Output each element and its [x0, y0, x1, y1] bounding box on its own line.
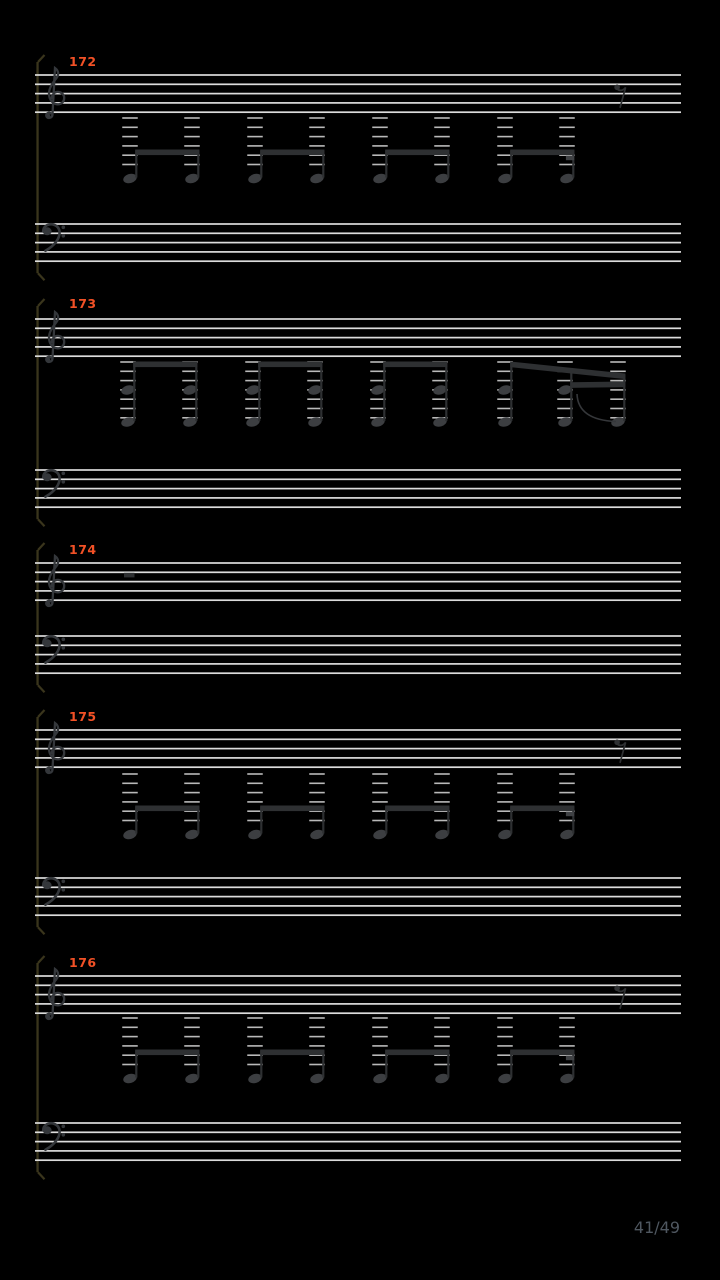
ledger-line — [559, 136, 575, 138]
ledger-line — [122, 1036, 138, 1038]
ledger-line — [372, 1045, 388, 1047]
system-measure-176[interactable] — [35, 956, 681, 1179]
ledger-line — [497, 145, 513, 147]
ledger-line — [434, 145, 450, 147]
beam-group — [510, 806, 574, 834]
ledger-line — [434, 1027, 450, 1029]
staff-line — [35, 318, 681, 320]
ledger-line — [434, 783, 450, 785]
staff-line — [35, 599, 681, 601]
beam — [510, 150, 574, 156]
staff-line — [35, 337, 681, 339]
ledger-line — [434, 1017, 450, 1019]
ledger-line — [247, 773, 263, 775]
staff-line — [35, 748, 681, 750]
beam — [510, 362, 625, 380]
bracket-bottom-tip — [38, 273, 45, 280]
treble-clef-dot — [46, 358, 50, 362]
staff-line — [35, 914, 681, 916]
ledger-line — [434, 1036, 450, 1038]
stem — [133, 363, 135, 422]
ledger-line — [372, 773, 388, 775]
slur — [577, 394, 616, 422]
ledger-line — [247, 801, 263, 803]
ledger-line — [184, 1036, 200, 1038]
bass-clef-dot — [62, 234, 66, 238]
ledger-line — [184, 117, 200, 119]
staff-line — [35, 232, 681, 234]
ledger-line — [247, 1045, 263, 1047]
bracket-bottom-tip — [38, 1172, 45, 1179]
staff-line — [35, 1131, 681, 1133]
bracket-bottom-tip — [38, 519, 45, 526]
staff-line — [35, 1003, 681, 1005]
bass-clef-dot — [62, 646, 66, 650]
staff-line — [35, 74, 681, 76]
bass-clef-dot — [62, 1125, 66, 1129]
bass-clef-dot — [62, 480, 66, 484]
measure-number-172: 172 — [69, 54, 97, 69]
ledger-line — [434, 773, 450, 775]
beam-group — [135, 806, 199, 834]
stem — [320, 363, 322, 422]
bass-staff — [35, 223, 681, 262]
staff-line — [35, 635, 681, 637]
ledger-line — [434, 127, 450, 129]
whole-rest-icon — [124, 573, 135, 578]
bass-clef-dot — [62, 638, 66, 642]
bass-staff — [35, 635, 681, 674]
staff-line — [35, 506, 681, 508]
page-indicator: 41/49 — [633, 1218, 680, 1237]
staff-line — [35, 729, 681, 731]
beam — [260, 150, 324, 156]
measure-number-174: 174 — [69, 542, 97, 557]
bass-staff — [35, 1122, 681, 1161]
rest-tail — [617, 742, 626, 762]
beam — [385, 150, 449, 156]
rest-tail — [617, 988, 626, 1008]
measure-number-176: 176 — [69, 955, 97, 970]
beam — [510, 1050, 574, 1056]
bracket-top-tip — [38, 55, 45, 62]
bracket-bottom-tip — [38, 927, 45, 934]
staff-line — [35, 497, 681, 499]
ledger-line — [559, 145, 575, 147]
ledger-line — [122, 145, 138, 147]
staff-line — [35, 905, 681, 907]
ledger-line — [610, 361, 626, 363]
ledger-line — [372, 1027, 388, 1029]
bass-clef-dot — [62, 472, 66, 476]
beam — [383, 362, 447, 368]
bracket-top-tip — [38, 543, 45, 550]
ledger-line — [122, 773, 138, 775]
ledger-line — [309, 136, 325, 138]
ledger-line — [247, 1017, 263, 1019]
ledger-line — [557, 361, 573, 363]
ledger-line — [497, 1027, 513, 1029]
beam-group — [385, 806, 449, 834]
staff-line — [35, 757, 681, 759]
ledger-line — [559, 1045, 575, 1047]
ledger-line — [184, 127, 200, 129]
eighth-rest-icon — [614, 85, 625, 108]
ledger-line — [497, 136, 513, 138]
ledger-line — [247, 783, 263, 785]
beam-group — [260, 1050, 324, 1078]
ledger-line — [559, 801, 575, 803]
ledger-line — [497, 1036, 513, 1038]
bass-clef-icon — [43, 1123, 65, 1150]
measure-number-175: 175 — [69, 709, 97, 724]
ledger-line — [184, 1017, 200, 1019]
ledger-line — [122, 792, 138, 794]
staff-line — [35, 1122, 681, 1124]
beam — [135, 806, 199, 812]
ledger-line — [372, 792, 388, 794]
ledger-line — [372, 136, 388, 138]
staff-line — [35, 581, 681, 583]
ledger-line — [247, 127, 263, 129]
system-bracket — [36, 956, 44, 1179]
ledger-line — [309, 1017, 325, 1019]
stem — [570, 369, 572, 421]
treble-staff — [35, 729, 681, 768]
treble-clef-dot — [46, 1015, 50, 1019]
ledger-line — [184, 1045, 200, 1047]
ledger-line — [122, 117, 138, 119]
ledger-line — [184, 792, 200, 794]
staff-line — [35, 984, 681, 986]
beam — [385, 1050, 449, 1056]
treble-clef-dot — [46, 114, 50, 118]
staff-line — [35, 877, 681, 879]
bracket-top-tip — [38, 299, 45, 306]
beam-group — [260, 150, 324, 178]
staff-line — [35, 1012, 681, 1014]
ledger-line — [122, 1017, 138, 1019]
staff-line — [35, 738, 681, 740]
treble-staff — [35, 318, 681, 357]
beam-group — [260, 806, 324, 834]
ledger-line — [559, 127, 575, 129]
bass-clef-icon — [43, 636, 65, 663]
ledger-line — [184, 136, 200, 138]
sixteenth-stub — [566, 156, 574, 160]
beam-group — [135, 150, 199, 178]
bass-staff — [35, 877, 681, 916]
stem — [623, 375, 625, 422]
staff-line — [35, 896, 681, 898]
staff-line — [35, 562, 681, 564]
ledger-line — [434, 117, 450, 119]
staff-line — [35, 327, 681, 329]
bass-clef-icon — [43, 224, 65, 251]
ledger-line — [610, 371, 626, 373]
treble-clef-dot — [46, 602, 50, 606]
ledger-line — [184, 801, 200, 803]
ledger-line — [497, 1017, 513, 1019]
bass-clef-dot — [62, 1133, 66, 1137]
beam-group — [385, 150, 449, 178]
treble-staff — [35, 562, 681, 601]
staff-line — [35, 590, 681, 592]
beam-group — [135, 1050, 199, 1078]
ledger-line — [184, 773, 200, 775]
beam — [260, 806, 324, 812]
staff-line — [35, 478, 681, 480]
staff-line — [35, 886, 681, 888]
ledger-line — [434, 136, 450, 138]
second-beam — [570, 382, 625, 388]
rest-tail — [617, 87, 626, 107]
staff-line — [35, 260, 681, 262]
ledger-line — [122, 1027, 138, 1029]
ledger-line — [497, 801, 513, 803]
sixteenth-stub — [566, 812, 574, 816]
beam — [260, 1050, 324, 1056]
ledger-line — [184, 1027, 200, 1029]
ledger-line — [247, 136, 263, 138]
ledger-line — [247, 1036, 263, 1038]
ledger-line — [122, 1045, 138, 1047]
ledger-line — [309, 145, 325, 147]
staff-line — [35, 975, 681, 977]
system-bracket — [36, 55, 44, 280]
bracket-top-tip — [38, 710, 45, 717]
staff-line — [35, 488, 681, 490]
staff-line — [35, 663, 681, 665]
ledger-line — [247, 145, 263, 147]
bracket-top-tip — [38, 956, 45, 963]
ledger-line — [309, 792, 325, 794]
beam — [133, 362, 197, 368]
ledger-line — [372, 145, 388, 147]
beam — [135, 150, 199, 156]
staff-line — [35, 223, 681, 225]
ledger-line — [372, 1017, 388, 1019]
ledger-line — [497, 1045, 513, 1047]
staff-line — [35, 1150, 681, 1152]
ledger-line — [559, 117, 575, 119]
ledger-line — [122, 801, 138, 803]
ledger-line — [309, 1027, 325, 1029]
ledger-line — [434, 792, 450, 794]
stem — [445, 363, 447, 422]
system-bracket — [36, 543, 44, 692]
ledger-line — [122, 783, 138, 785]
staff-line — [35, 1141, 681, 1143]
ledger-line — [559, 783, 575, 785]
bracket-bar — [36, 550, 38, 685]
beam — [510, 806, 574, 812]
staff-line — [35, 766, 681, 768]
system-measure-172[interactable] — [35, 55, 681, 280]
beam — [385, 806, 449, 812]
ledger-line — [372, 801, 388, 803]
ledger-line — [434, 1045, 450, 1047]
eighth-rest-icon — [614, 740, 625, 763]
treble-clef-dot — [46, 769, 50, 773]
staff-line — [35, 83, 681, 85]
treble-staff — [35, 74, 681, 113]
stem — [258, 363, 260, 422]
beam-group — [510, 150, 574, 178]
beam — [258, 362, 322, 368]
staff-line — [35, 994, 681, 996]
system-measure-173[interactable] — [35, 296, 681, 526]
staff-line — [35, 251, 681, 253]
staff-line — [35, 1159, 681, 1161]
system-bracket — [36, 710, 44, 934]
staff-line — [35, 93, 681, 95]
ledger-line — [372, 117, 388, 119]
staff-line — [35, 102, 681, 104]
system-bracket — [36, 299, 44, 526]
ledger-line — [309, 117, 325, 119]
ledger-line — [309, 127, 325, 129]
beam-group — [385, 1050, 449, 1078]
stem — [510, 363, 512, 421]
ledger-line — [372, 783, 388, 785]
ledger-line — [497, 127, 513, 129]
staff-line — [35, 672, 681, 674]
bracket-bottom-tip — [38, 685, 45, 692]
measure-number-173: 173 — [69, 296, 97, 311]
staff-line — [35, 644, 681, 646]
beam — [135, 1050, 199, 1056]
eighth-rest-icon — [614, 986, 625, 1009]
bass-clef-dot — [62, 226, 66, 230]
ledger-line — [309, 1045, 325, 1047]
ledger-line — [247, 792, 263, 794]
bass-clef-dot — [62, 888, 66, 892]
ledger-line — [372, 1036, 388, 1038]
ledger-line — [497, 783, 513, 785]
ledger-line — [122, 127, 138, 129]
ledger-line — [247, 1027, 263, 1029]
stem — [195, 363, 197, 422]
ledger-line — [309, 773, 325, 775]
ledger-line — [184, 145, 200, 147]
ledger-line — [497, 773, 513, 775]
ledger-line — [559, 773, 575, 775]
ledger-line — [309, 1036, 325, 1038]
bass-staff — [35, 469, 681, 508]
ledger-line — [184, 783, 200, 785]
treble-staff — [35, 975, 681, 1014]
sixteenth-stub — [566, 1056, 574, 1060]
ledger-line — [372, 127, 388, 129]
staff-line — [35, 111, 681, 113]
ledger-line — [122, 136, 138, 138]
ledger-line — [434, 801, 450, 803]
system-measure-175[interactable] — [35, 710, 681, 934]
bass-clef-dot — [62, 880, 66, 884]
ledger-line — [247, 117, 263, 119]
system-measure-174[interactable] — [35, 543, 681, 692]
ledger-line — [309, 783, 325, 785]
ledger-line — [497, 792, 513, 794]
ledger-line — [497, 117, 513, 119]
staff-line — [35, 469, 681, 471]
staff-line — [35, 242, 681, 244]
ledger-line — [559, 1036, 575, 1038]
ledger-line — [559, 1027, 575, 1029]
staff-line — [35, 654, 681, 656]
bass-clef-icon — [43, 470, 65, 497]
ledger-line — [309, 801, 325, 803]
beam-group — [510, 1050, 574, 1078]
staff-line — [35, 355, 681, 357]
ledger-line — [559, 792, 575, 794]
bass-clef-icon — [43, 878, 65, 905]
staff-line — [35, 346, 681, 348]
ledger-line — [559, 1017, 575, 1019]
stem — [383, 363, 385, 422]
